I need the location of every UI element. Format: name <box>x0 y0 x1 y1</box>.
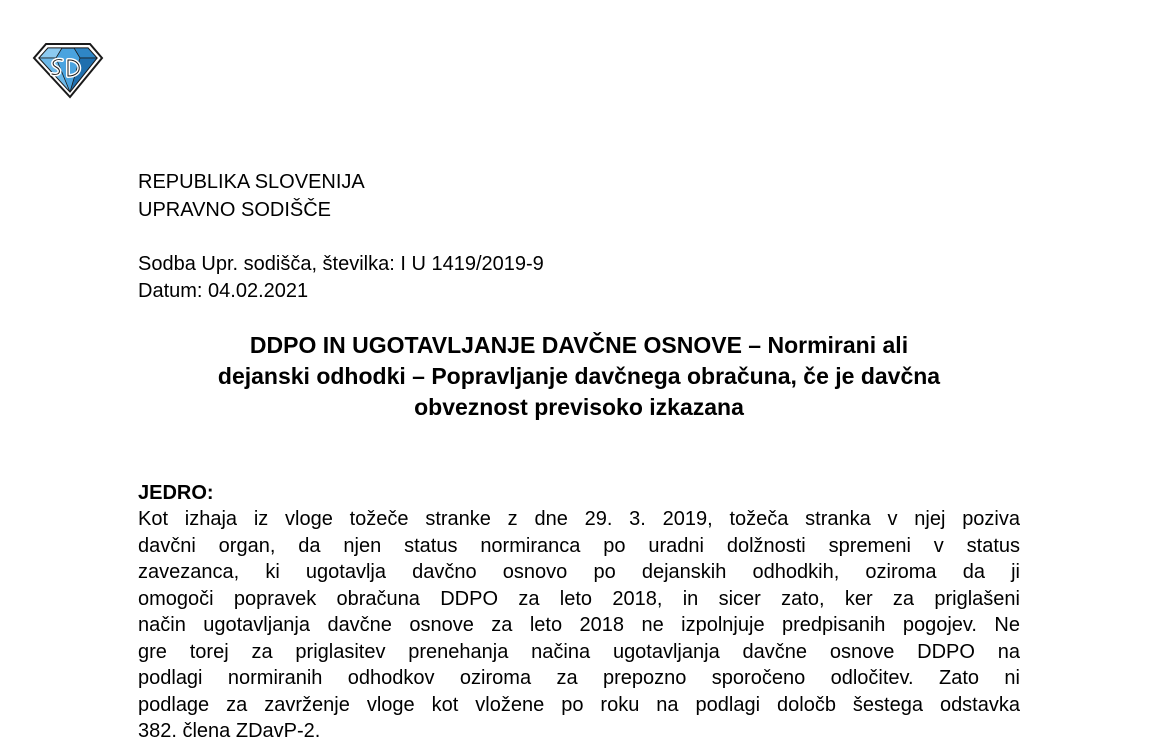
case-date: Datum: 04.02.2021 <box>138 280 309 302</box>
section-heading-jedro: JEDRO: <box>138 482 214 504</box>
paragraph-line: omogoči popravek obračuna DDPO za leto 2018, in sicer zato, ker za priglašeni <box>138 587 1020 610</box>
paragraph-line: davčni organ, da njen status normiranca po uradni dolžnosti spremeni v status <box>138 534 1020 557</box>
paragraph-line: Kot izhaja iz vloge tožeče stranke z dne 29. 3. 2019, tožeča stranka v njej poziva <box>138 508 1020 530</box>
jedro-paragraph <box>138 506 1020 745</box>
case-number: Sodba Upr. sodišča, številka: I U 1419/2019-9 <box>138 253 544 275</box>
paragraph-line: podlagi normiranih odhodkov oziroma za prepozno sporočeno odločitev. Zato ni <box>138 667 1020 689</box>
sd-logo-icon <box>32 40 104 100</box>
paragraph-line: 382. člena ZDavP-2. <box>138 720 321 742</box>
title-line: dejanski odhodki – Popravljanje davčnega obračuna, če je davčna <box>217 363 941 389</box>
institution-name: REPUBLIKA SLOVENIJA <box>138 171 365 193</box>
paragraph-line: podlage za zavrženje vloge kot vložene po roku na podlagi določb šestega odstavka <box>138 693 1020 716</box>
title-line: obveznost previsoko izkazana <box>414 394 744 420</box>
paragraph-line: zavezanca, ki ugotavlja davčno osnovo po dejanskih odhodkih, oziroma da ji <box>138 561 1020 583</box>
document-title <box>140 330 1018 423</box>
paragraph-line: način ugotavljanja davčne osnove za leto 2018 ne izpolnjuje predpisanih pogojev. Ne <box>138 614 1020 636</box>
title-line: DDPO IN UGOTAVLJANJE DAVČNE OSNOVE – Normirani ali <box>249 332 909 358</box>
court-name: UPRAVNO SODIŠČE <box>138 199 331 221</box>
paragraph-line: gre torej za priglasitev prenehanja načina ugotavljanja davčne osnove DDPO na <box>138 640 1020 663</box>
